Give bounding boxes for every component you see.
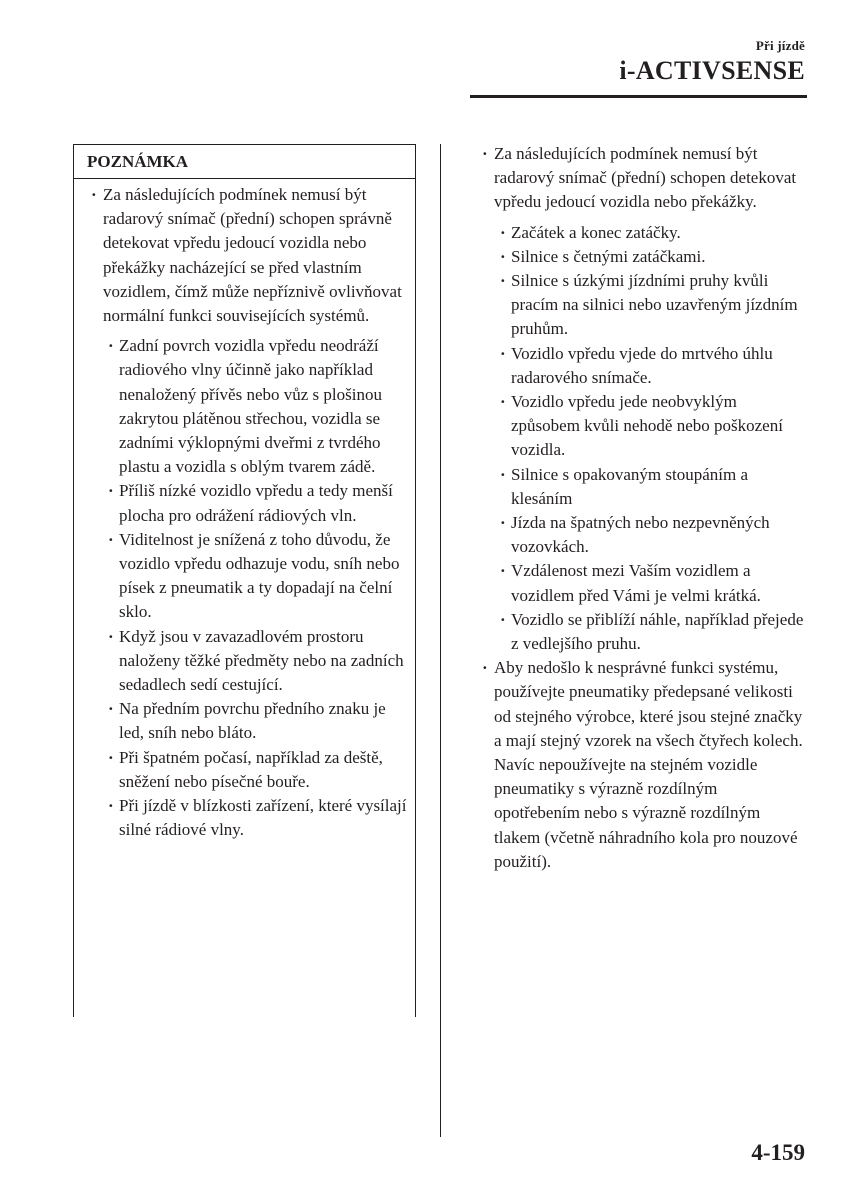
column-divider <box>440 144 441 1137</box>
list-item: · Vzdálenost mezi Vaším vozidlem a vozidlem před Vámi je velmi krátká. <box>511 559 804 607</box>
list-item: · Viditelnost je snížená z toho důvodu, že vozidlo vpředu odhazuje vodu, sníh nebo písek z pneumatik a ty dopadají na čelní sklo. <box>119 528 408 625</box>
page-number: 4-159 <box>751 1140 805 1165</box>
right-condition-list <box>511 221 804 657</box>
page-title: i-ACTIVSENSE <box>619 56 805 85</box>
list-item: · Při jízdě v blízkosti zařízení, které vysílají silné rádiové vlny. <box>119 794 408 842</box>
note-intro: · Za následujících podmínek nemusí být radarový snímač (přední) schopen správně detekovat vpředu jedoucí vozidla nebo překážky nacházející se před vlastním vozidlem, čímž může nepříznivě ovlivňovat normální funkci souvisejících systémů. <box>103 183 408 328</box>
list-item: · Začátek a konec zatáčky. <box>511 221 804 245</box>
list-item: · Vozidlo se přiblíží náhle, například přejede z vedlejšího pruhu. <box>511 608 804 656</box>
list-item: · Vozidlo vpředu jede neobvyklým způsobem kvůli nehodě nebo poškození vozidla. <box>511 390 804 463</box>
list-item: · Silnice s četnými zatáčkami. <box>511 245 804 269</box>
list-item: · Silnice s opakovaným stoupáním a klesáním <box>511 463 804 511</box>
header-rule <box>470 95 807 98</box>
list-item: · Příliš nízké vozidlo vpředu a tedy menší plocha pro odrážení rádiových vln. <box>119 479 408 527</box>
list-item: · Silnice s úzkými jízdními pruhy kvůli pracím na silnici nebo uzavřeným jízdním pruhům. <box>511 269 804 342</box>
right-column <box>494 142 804 874</box>
right-intro: · Za následujících podmínek nemusí být radarový snímač (přední) schopen detekovat vpředu jedoucí vozidla nebo překážky. <box>494 142 804 215</box>
note-title: POZNÁMKA <box>74 145 415 179</box>
section-label: Při jízdě <box>755 38 805 53</box>
list-item: · Jízda na špatných nebo nezpevněných vozovkách. <box>511 511 804 559</box>
list-item: · Když jsou v zavazadlovém prostoru naloženy těžké předměty nebo na zadních sedadlech sedí cestující. <box>119 625 408 698</box>
list-item: · Zadní povrch vozidla vpředu neodráží radiového vlny účinně jako například nenaložený přívěs nebo vůz s plošinou zakrytou plátěnou střechou, vozidla se zadními výklopnými dveřmi z tvrdého plastu a vozidla s oblým tvarem zádě. <box>119 334 408 479</box>
list-item: · Při špatném počasí, například za deště, sněžení nebo písečné bouře. <box>119 746 408 794</box>
note-content <box>103 183 408 842</box>
list-item: · Na předním povrchu předního znaku je led, sníh nebo bláto. <box>119 697 408 745</box>
note-condition-list <box>119 334 408 842</box>
tires-note: · Aby nedošlo k nesprávné funkci systému, používejte pneumatiky předepsané velikosti od stejného výrobce, které jsou stejné značky a mají stejný vzorek na všech čtyřech kolech. Navíc nepoužívejte na stejném vozidle pneumatiky s výrazně rozdílným opotřebením nebo s výrazně rozdílným tlakem (včetně náhradního kola pro nouzové použití). <box>494 656 804 874</box>
list-item: · Vozidlo vpředu vjede do mrtvého úhlu radarového snímače. <box>511 342 804 390</box>
